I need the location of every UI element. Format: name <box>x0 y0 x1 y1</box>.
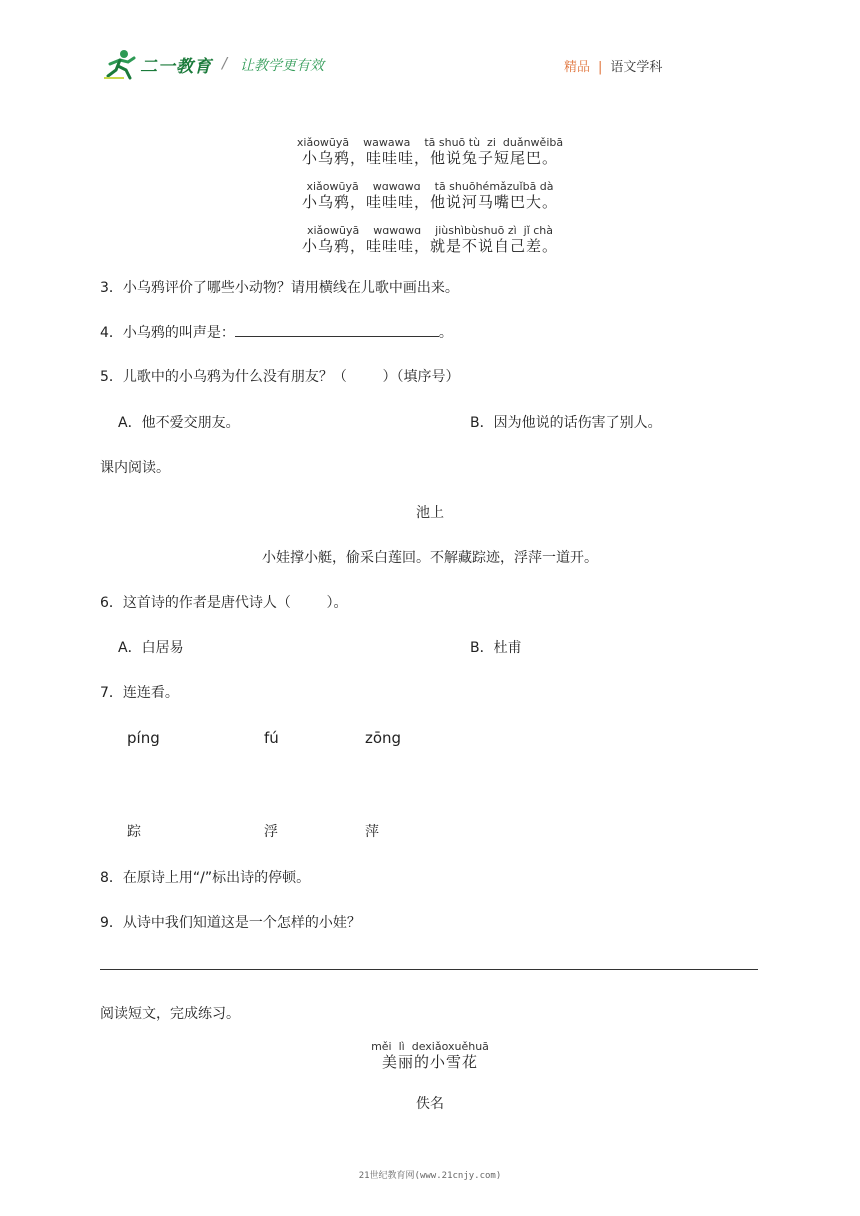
question-4-end: 。 <box>438 325 453 341</box>
poem-text: 小乌鸦，哇哇哇，他说河马嘴巴大。 <box>301 193 558 211</box>
option-a[interactable]: A．白居易 <box>118 640 184 656</box>
question-6: 6．这首诗的作者是唐代诗人（ ）。 <box>100 595 348 611</box>
logo-slogan: 让教学更有效 <box>240 58 324 74</box>
subject-label: 语文学科 <box>610 60 663 75</box>
answer-blank[interactable] <box>235 322 439 337</box>
logo-runner-icon <box>104 48 138 80</box>
poem-text: 小乌鸦，哇哇哇，就是不说自己差。 <box>301 237 558 255</box>
match-char[interactable]: 萍 <box>365 824 379 840</box>
poem-line <box>0 181 860 211</box>
story-author: 佚名 <box>416 1096 444 1112</box>
question-4 <box>100 322 453 342</box>
question-9: 9．从诗中我们知道这是一个怎样的小娃？ <box>100 915 361 931</box>
poem-pinyin: xiǎowūyā wɑwɑwɑ jiùshìbùshuō zì jǐ chà <box>306 224 554 237</box>
quality-label: 精品 <box>564 60 591 75</box>
story-heading <box>0 1041 860 1071</box>
logo-separator: / <box>222 54 228 72</box>
poem-body: 小娃撑小艇，偷采白莲回。不解藏踪迹，浮萍一道开。 <box>262 550 598 566</box>
question-5: 5．儿歌中的小乌鸦为什么没有朋友？（ ）（填序号） <box>100 369 460 385</box>
poem-title: 池上 <box>416 505 444 521</box>
story-title: 美丽的小雪花 <box>381 1053 478 1071</box>
option-a[interactable]: A．他不爱交朋友。 <box>118 415 240 431</box>
poem-text: 小乌鸦，哇哇哇，他说兔子短尾巴。 <box>301 149 558 167</box>
question-8: 8．在原诗上用“/”标出诗的停顿。 <box>100 870 311 886</box>
answer-line[interactable] <box>100 969 758 970</box>
question-4-text: 4．小乌鸦的叫声是： <box>100 325 235 341</box>
header-divider: | <box>598 60 603 75</box>
option-b[interactable]: B．因为他说的话伤害了别人。 <box>470 415 662 431</box>
match-char[interactable]: 浮 <box>264 824 278 840</box>
question-7: 7．连连看。 <box>100 685 179 701</box>
match-pinyin[interactable]: fú <box>264 729 279 747</box>
question-3: 3．小乌鸦评价了哪些小动物？请用横线在儿歌中画出来。 <box>100 280 459 296</box>
reading-prompt: 阅读短文，完成练习。 <box>100 1006 240 1022</box>
footer-source: 21世纪教育网(www.21cnjy.com) <box>358 1171 502 1181</box>
poem-line <box>0 137 860 167</box>
poem-line <box>0 225 860 255</box>
logo-text: 二一教育 <box>140 57 212 77</box>
header-subject <box>564 56 662 75</box>
match-pinyin[interactable]: zōng <box>365 729 402 747</box>
match-char[interactable]: 踪 <box>127 824 141 840</box>
poem-pinyin: xiǎowūyā wawawa tā shuō tù zi duǎnwěibā <box>296 136 564 149</box>
story-title-pinyin: měi lì dexiǎoxuěhuā <box>371 1040 489 1053</box>
match-pinyin[interactable]: píng <box>127 729 160 747</box>
option-b[interactable]: B．杜甫 <box>470 640 522 656</box>
poem-pinyin: xiǎowūyā wɑwɑwɑ tā shuōhémǎzuǐbā dà <box>306 180 554 193</box>
section-title: 课内阅读。 <box>100 460 170 476</box>
